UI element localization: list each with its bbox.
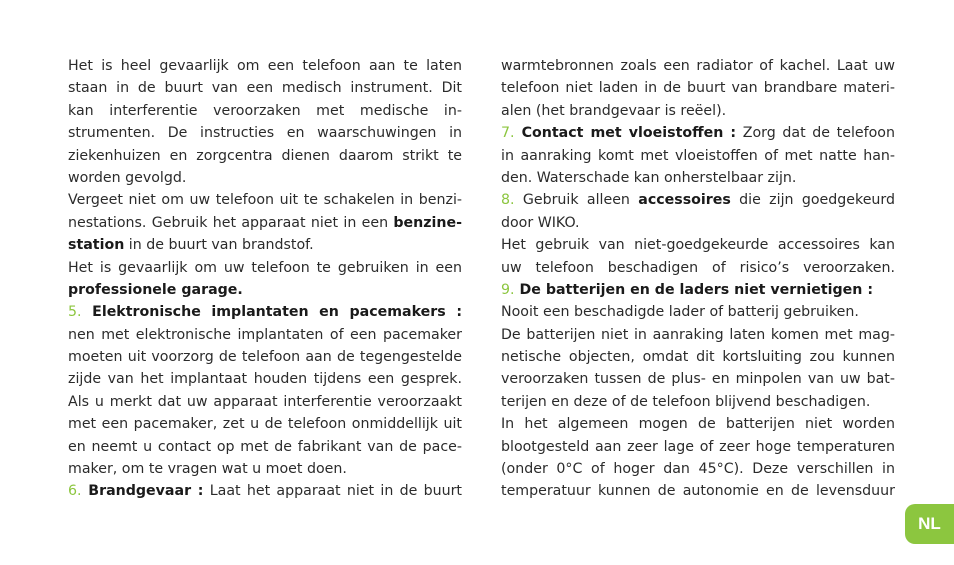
text-segment: den. Waterschade kan onherstelbaar zijn.	[501, 169, 797, 186]
text-line	[501, 257, 895, 279]
left-column	[68, 55, 462, 503]
text-segment: Het gebruik van niet-goedgekeurde accessoires kan	[501, 237, 895, 254]
text-line	[68, 301, 462, 323]
text-segment: in aanraking komt met vloeistoffen of met natte han-	[501, 147, 895, 164]
text-segment: nestations. Gebruik het apparaat niet in een	[68, 214, 394, 231]
text-segment: kan interferentie veroorzaken met medische in-	[68, 102, 462, 119]
text-line	[68, 346, 462, 368]
text-line	[68, 145, 462, 167]
text-segment: die zijn goedgekeurd	[730, 192, 895, 209]
text-line	[68, 77, 462, 99]
text-segment: netische objecten, omdat dit kortsluiting zou kunnen	[501, 349, 895, 366]
text-line	[68, 55, 462, 77]
text-segment: telefoon niet laden in de buurt van brandbare materi-	[501, 80, 895, 97]
item-number: 5.	[68, 304, 82, 321]
text-segment: warmtebronnen zoals een radiator of kachel. Laat uw	[501, 58, 895, 74]
text-segment: Het is gevaarlijk om uw telefoon te gebruiken in een	[68, 259, 462, 276]
text-line	[501, 480, 895, 502]
text-segment: moeten uit voorzorg de telefoon aan de tegengestelde	[68, 349, 462, 366]
text-segment: alen (het brandgevaar is reëel).	[501, 102, 727, 119]
text-line	[501, 189, 895, 211]
text-segment: De batterijen niet in aanraking laten komen met mag-	[501, 326, 895, 343]
bold-term: station	[68, 237, 125, 254]
bold-term: accessoires	[638, 192, 731, 209]
item-number: 7.	[501, 125, 515, 142]
text-line	[68, 279, 462, 301]
text-line	[501, 122, 895, 144]
bold-term: Elektronische implantaten en pacemakers :	[81, 304, 462, 321]
text-line	[68, 368, 462, 390]
text-line	[68, 257, 462, 279]
text-line	[68, 458, 462, 480]
bold-term: De batterijen en de laders niet vernietigen :	[514, 281, 873, 298]
text-line	[501, 77, 895, 99]
text-line	[501, 391, 895, 413]
text-segment: zijde van het implantaat houden tijdens een gesprek.	[68, 371, 462, 388]
text-segment: worden gevolgd.	[68, 169, 187, 186]
text-segment: door WIKO.	[501, 214, 580, 231]
text-line	[501, 279, 895, 301]
text-segment: Gebruik alleen	[514, 192, 639, 209]
text-segment: Nooit een beschadigde lader of batterij gebruiken.	[501, 304, 859, 321]
text-segment: Als u merkt dat uw apparaat interferentie veroorzaakt	[68, 393, 462, 410]
text-segment: (onder 0°C of hoger dan 45°C). Deze verschillen in	[501, 461, 895, 478]
text-segment: In het algemeen mogen de batterijen niet worden	[501, 416, 895, 433]
item-number: 8.	[501, 192, 515, 209]
text-segment: blootgesteld aan zeer lage of zeer hoge temperaturen	[501, 438, 895, 455]
text-line	[68, 122, 462, 144]
text-segment: Het is heel gevaarlijk om een telefoon aan te laten	[68, 58, 462, 74]
text-line	[501, 167, 895, 189]
text-segment: Vergeet niet om uw telefoon uit te schakelen in benzi-	[68, 192, 462, 209]
text-segment: staan in de buurt van een medisch instrument. Dit	[68, 80, 462, 97]
text-line	[501, 413, 895, 435]
text-line	[501, 436, 895, 458]
text-line	[68, 413, 462, 435]
text-line	[501, 324, 895, 346]
text-segment: veroorzaken tussen de plus- en minpolen van uw bat-	[501, 371, 895, 388]
text-line	[68, 167, 462, 189]
text-segment: in de buurt van brandstof.	[124, 237, 314, 254]
text-line	[68, 212, 462, 234]
text-line	[501, 346, 895, 368]
bold-term: benzine-	[393, 214, 462, 231]
text-segment: maker, om te vragen wat u moet doen.	[68, 461, 347, 478]
text-line	[501, 212, 895, 234]
text-line	[68, 189, 462, 211]
text-segment: nen met elektronische implantaten of een pacemaker	[68, 326, 462, 343]
text-line	[68, 234, 462, 256]
text-line	[68, 391, 462, 413]
text-line	[501, 100, 895, 122]
item-number: 6.	[68, 483, 82, 500]
text-segment: terijen en deze of de telefoon blijvend beschadigen.	[501, 393, 871, 410]
text-line	[68, 100, 462, 122]
text-line	[501, 368, 895, 390]
text-line	[68, 324, 462, 346]
text-line	[68, 480, 462, 502]
text-line	[501, 234, 895, 256]
text-segment: met een pacemaker, zet u de telefoon onmiddellijk uit	[68, 416, 462, 433]
right-column	[501, 55, 895, 503]
text-segment: Zorg dat de telefoon	[742, 125, 895, 142]
bold-term: professionele garage.	[68, 281, 243, 298]
language-tab: NL	[905, 504, 954, 544]
text-segment: Laat het apparaat niet in de buurt	[209, 483, 462, 500]
text-segment: en neemt u contact op met de fabrikant van de pace-	[68, 438, 462, 455]
text-line	[68, 436, 462, 458]
item-number: 9.	[501, 281, 515, 298]
text-line	[501, 55, 895, 77]
text-segment: strumenten. De instructies en waarschuwingen in	[68, 125, 462, 142]
text-segment: ziekenhuizen en zorgcentra dienen daarom strikt te	[68, 147, 462, 164]
bold-term: Contact met vloeistoffen :	[514, 125, 737, 142]
text-line	[501, 301, 895, 323]
text-line	[501, 145, 895, 167]
text-segment: uw telefoon beschadigen of risico’s veroorzaken.	[501, 259, 895, 276]
text-segment: temperatuur kunnen de autonomie en de levensduur	[501, 483, 895, 500]
bold-term: Brandgevaar :	[81, 483, 204, 500]
text-line	[501, 458, 895, 480]
